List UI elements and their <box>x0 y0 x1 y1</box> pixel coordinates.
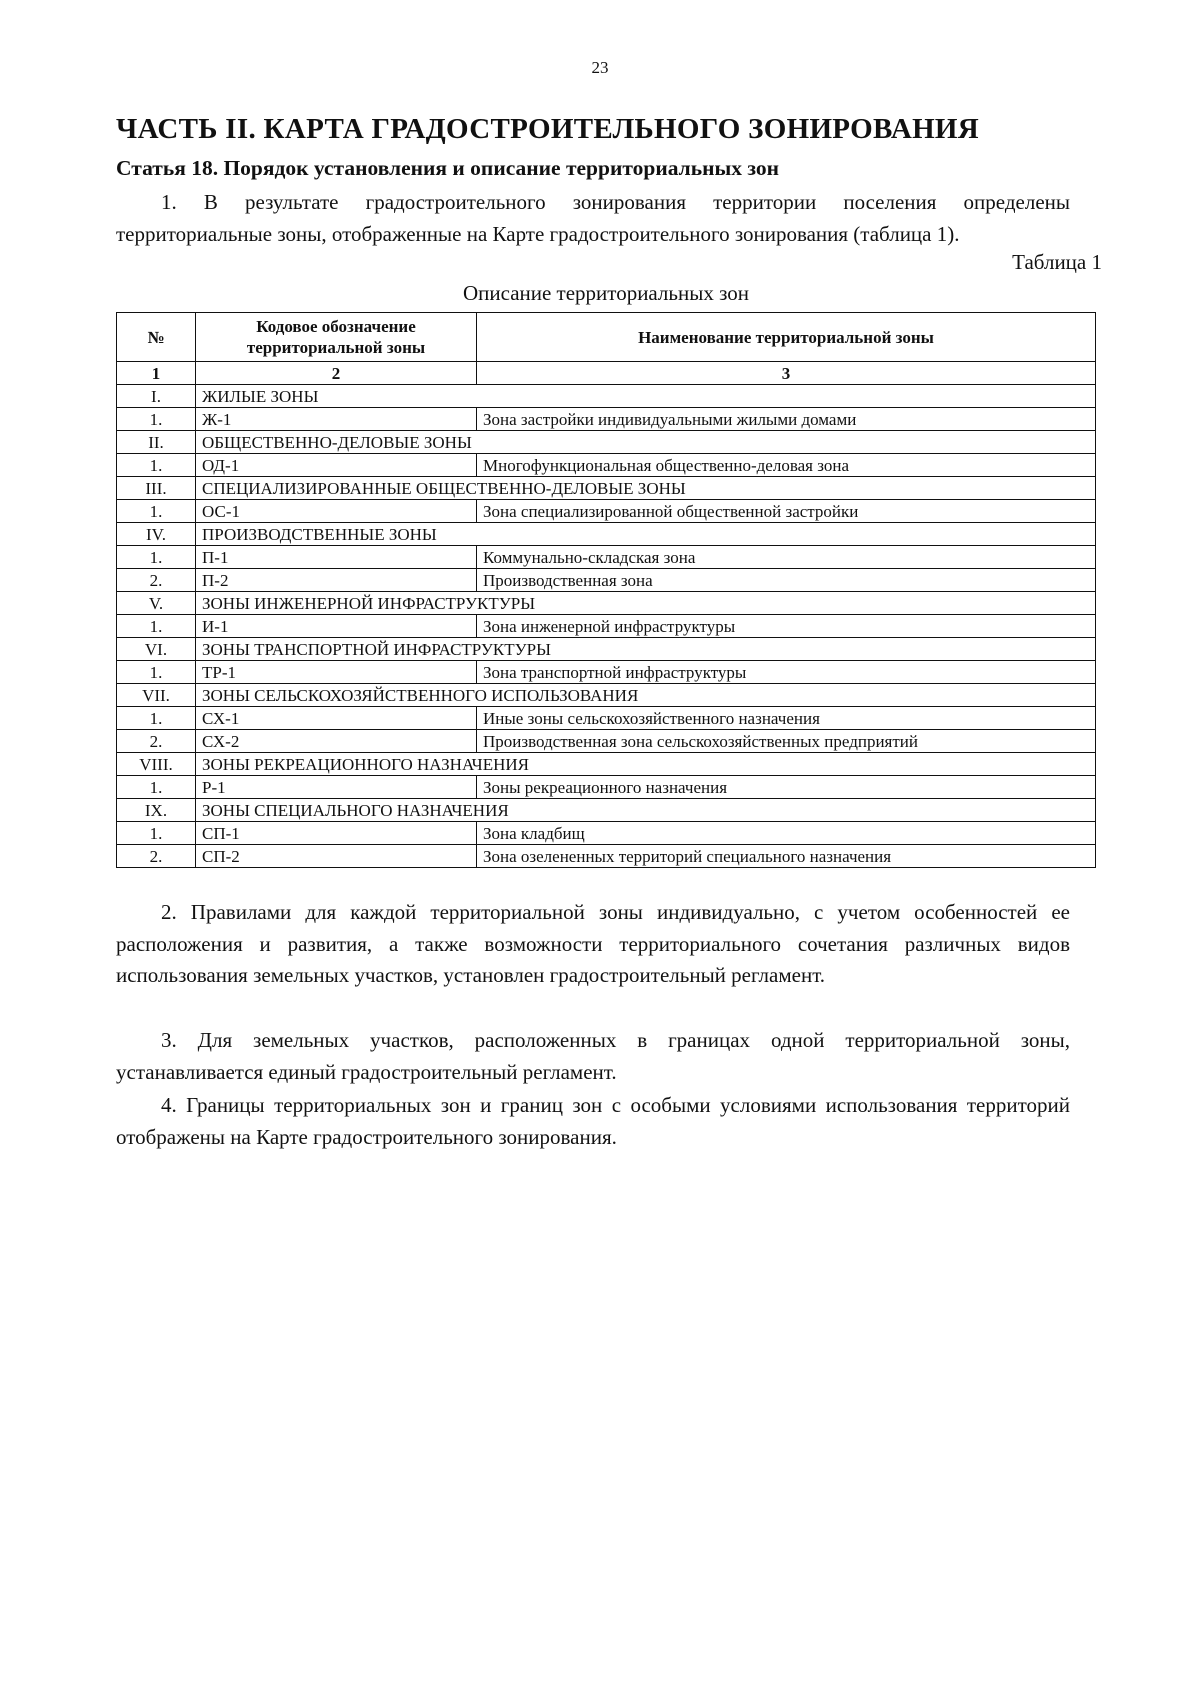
table-title: Описание территориальных зон <box>462 281 750 305</box>
paragraph-4-text: 4. Границы территориальных зон и границ зон с особыми условиями использования территорий отображены на Карте градостроительного зонирования. <box>116 1093 1070 1149</box>
header-code: Кодовое обозначение территориальной зоны <box>196 313 477 362</box>
row-number: III. <box>117 477 196 500</box>
zone-group-title: ЖИЛЫЕ ЗОНЫ <box>196 385 1096 408</box>
zone-row <box>117 730 1096 753</box>
row-number: VI. <box>117 638 196 661</box>
paragraph-1-text: 1. В результате градостроительного зонирования территории поселения определены территориальные зоны, отображенные на Карте градостроительного зонирования (таблица 1). <box>116 190 1070 246</box>
row-number: 1. <box>117 707 196 730</box>
zone-name: Зона озелененных территорий специального назначения <box>477 845 1096 868</box>
zone-group-row <box>117 799 1096 822</box>
row-number: VIII. <box>117 753 196 776</box>
zone-group-row <box>117 753 1096 776</box>
row-number: 2. <box>117 730 196 753</box>
zone-group-row <box>117 385 1096 408</box>
zone-code: СХ-2 <box>196 730 477 753</box>
row-number: 2. <box>117 569 196 592</box>
row-number: 1. <box>117 408 196 431</box>
zone-row <box>117 845 1096 868</box>
zone-code: СП-1 <box>196 822 477 845</box>
zones-table <box>116 312 1096 868</box>
zone-name: Зона кладбищ <box>477 822 1096 845</box>
paragraph-3 <box>116 1025 1070 1088</box>
row-number: 2. <box>117 845 196 868</box>
zone-code: СХ-1 <box>196 707 477 730</box>
zone-group-title: ЗОНЫ РЕКРЕАЦИОННОГО НАЗНАЧЕНИЯ <box>196 753 1096 776</box>
zone-group-row <box>117 684 1096 707</box>
paragraph-1 <box>116 187 1070 250</box>
zone-name: Зоны рекреационного назначения <box>477 776 1096 799</box>
zone-group-title: ЗОНЫ ТРАНСПОРТНОЙ ИНФРАСТРУКТУРЫ <box>196 638 1096 661</box>
row-number: 1. <box>117 661 196 684</box>
zone-group-title: ЗОНЫ СЕЛЬСКОХОЗЯЙСТВЕННОГО ИСПОЛЬЗОВАНИЯ <box>196 684 1096 707</box>
row-number: IV. <box>117 523 196 546</box>
zone-code: ОС-1 <box>196 500 477 523</box>
zone-group-title: ПРОИЗВОДСТВЕННЫЕ ЗОНЫ <box>196 523 1096 546</box>
zone-name: Коммунально-складская зона <box>477 546 1096 569</box>
paragraph-3-text: 3. Для земельных участков, расположенных в границах одной территориальной зоны, устанавливается единый градостроительный регламент. <box>116 1028 1070 1084</box>
zone-group-row <box>117 592 1096 615</box>
zone-row <box>117 822 1096 845</box>
zone-row <box>117 546 1096 569</box>
zone-code: Ж-1 <box>196 408 477 431</box>
zone-group-row <box>117 431 1096 454</box>
paragraph-2 <box>116 897 1070 992</box>
zone-row <box>117 569 1096 592</box>
zone-name: Зона застройки индивидуальными жилыми домами <box>477 408 1096 431</box>
zone-group-title: СПЕЦИАЛИЗИРОВАННЫЕ ОБЩЕСТВЕННО-ДЕЛОВЫЕ ЗОНЫ <box>196 477 1096 500</box>
zone-group-row <box>117 638 1096 661</box>
zone-row <box>117 408 1096 431</box>
row-number: 1. <box>117 822 196 845</box>
column-number-3: 3 <box>477 362 1096 385</box>
column-number-2: 2 <box>196 362 477 385</box>
zone-code: П-1 <box>196 546 477 569</box>
zone-group-row <box>117 477 1096 500</box>
row-number: II. <box>117 431 196 454</box>
zone-row <box>117 661 1096 684</box>
zone-group-title: ОБЩЕСТВЕННО-ДЕЛОВЫЕ ЗОНЫ <box>196 431 1096 454</box>
part-title: ЧАСТЬ II. КАРТА ГРАДОСТРОИТЕЛЬНОГО ЗОНИРОВАНИЯ <box>116 113 980 145</box>
row-number: 1. <box>117 615 196 638</box>
zone-row <box>117 615 1096 638</box>
row-number: IX. <box>117 799 196 822</box>
zone-code: СП-2 <box>196 845 477 868</box>
row-number: 1. <box>117 776 196 799</box>
zone-group-row <box>117 523 1096 546</box>
zone-name: Зона транспортной инфраструктуры <box>477 661 1096 684</box>
zone-code: ОД-1 <box>196 454 477 477</box>
zone-name: Иные зоны сельскохозяйственного назначения <box>477 707 1096 730</box>
zone-name: Зона инженерной инфраструктуры <box>477 615 1096 638</box>
row-number: V. <box>117 592 196 615</box>
zone-row <box>117 500 1096 523</box>
header-name: Наименование территориальной зоны <box>477 313 1096 362</box>
page-number: 23 <box>591 58 609 77</box>
column-number-1: 1 <box>117 362 196 385</box>
table-header-row <box>117 313 1096 362</box>
table-number: Таблица 1 <box>1012 250 1102 274</box>
row-number: 1. <box>117 500 196 523</box>
zone-name: Зона специализированной общественной застройки <box>477 500 1096 523</box>
row-number: 1. <box>117 454 196 477</box>
column-number-row <box>117 362 1096 385</box>
zone-row <box>117 776 1096 799</box>
row-number: I. <box>117 385 196 408</box>
zone-name: Производственная зона сельскохозяйственных предприятий <box>477 730 1096 753</box>
zone-code: П-2 <box>196 569 477 592</box>
zone-group-title: ЗОНЫ СПЕЦИАЛЬНОГО НАЗНАЧЕНИЯ <box>196 799 1096 822</box>
row-number: 1. <box>117 546 196 569</box>
zone-code: Р-1 <box>196 776 477 799</box>
zone-code: ТР-1 <box>196 661 477 684</box>
zone-name: Многофункциональная общественно-деловая зона <box>477 454 1096 477</box>
header-number: № <box>117 313 196 362</box>
zone-name: Производственная зона <box>477 569 1096 592</box>
zone-code: И-1 <box>196 615 477 638</box>
row-number: VII. <box>117 684 196 707</box>
zone-row <box>117 707 1096 730</box>
zone-group-title: ЗОНЫ ИНЖЕНЕРНОЙ ИНФРАСТРУКТУРЫ <box>196 592 1096 615</box>
paragraph-4 <box>116 1090 1070 1153</box>
zone-row <box>117 454 1096 477</box>
article-title: Статья 18. Порядок установления и описание территориальных зон <box>116 156 780 180</box>
paragraph-2-text: 2. Правилами для каждой территориальной зоны индивидуально, с учетом особенностей ее расположения и развития, а также возможности территориального сочетания различных видов использования земельных участков, установлен градостроительный регламент. <box>116 900 1070 987</box>
